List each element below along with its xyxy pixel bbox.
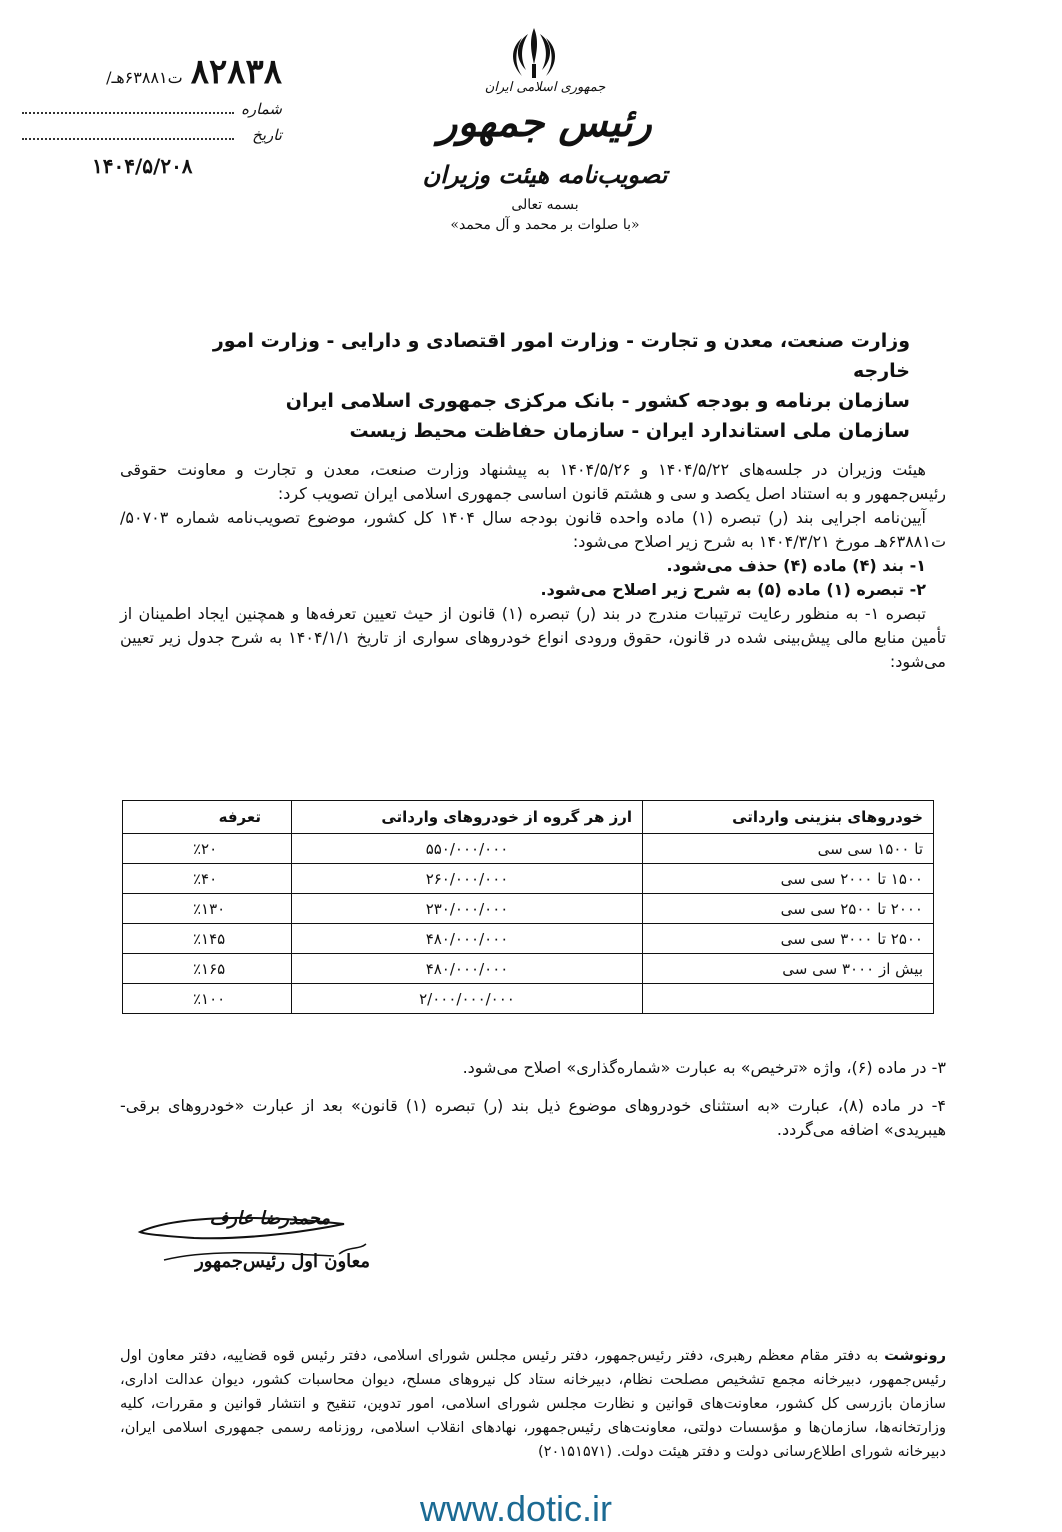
tariff-cell: ٪۱۰۰ [123, 984, 292, 1014]
salawat: «با صلوات بر محمد و آل محمد» [450, 217, 640, 233]
signatory-name: محمدرضا عارف [209, 1208, 330, 1229]
currency-cell: ۲/۰۰۰/۰۰۰/۰۰۰ [292, 984, 643, 1014]
engine-class-cell: ۲۰۰۰ تا ۲۵۰۰ سی سی [643, 894, 934, 924]
copies-list [120, 1344, 946, 1464]
iran-emblem-icon [506, 24, 562, 84]
date-dots [22, 126, 234, 140]
copies-lead: رونوشت [884, 1347, 946, 1364]
addressee-line: وزارت صنعت، معدن و تجارت - وزارت امور اقتصادی و دارایی - وزارت امور خارجه [212, 330, 910, 382]
decree-body [120, 458, 946, 674]
note-1: تبصره ۱- به منظور رعایت ترتیبات مندرج در بند (ر) تبصره (۱) قانون از حیث تعیین تعرفه‌ها و همچنین ایجاد اطمینان از تأمین منابع مالی پیش‌بینی شده در قانون، حقوق ورودی انواع خودروهای سواری از تاریخ ۱۴۰۴/۱/۱ به شرح جدول زیر تعیین می‌شود: [120, 604, 946, 671]
document-meta [22, 52, 282, 178]
document-ref: ت۶۳۸۸۱هـ/ [106, 68, 183, 87]
engine-class-cell [643, 984, 934, 1014]
number-dots [22, 100, 234, 114]
tariff-cell: ٪۱۳۰ [123, 894, 292, 924]
table-row [123, 924, 934, 954]
watermark-url[interactable]: www.dotic.ir [420, 1488, 613, 1529]
tariff-cell: ٪۱۴۵ [123, 924, 292, 954]
column-header: تعرفه [123, 801, 292, 834]
document-date: ۱۴۰۴/۵/۲۰۸ [92, 154, 193, 178]
letterhead [380, 80, 710, 233]
body-paragraph: هیئت وزیران در جلسه‌های ۱۴۰۴/۵/۲۲ و ۱۴۰۴/۵/۲۶ به پیشنهاد وزارت صنعت، معدن و تجارت و معاونت حقوقی رئیس‌جمهور و به استناد اصل یکصد و سی و هشتم قانون اساسی جمهوری اسلامی ایران تصویب کرد: [120, 460, 946, 503]
date-label: تاریخ [252, 126, 282, 144]
addressees [150, 326, 910, 446]
currency-cell: ۲۶۰/۰۰۰/۰۰۰ [292, 864, 643, 894]
table-row [123, 954, 934, 984]
addressee-line: سازمان برنامه و بودجه کشور - بانک مرکزی جمهوری اسلامی ایران [285, 390, 910, 412]
decree-type: تصویب‌نامه هیئت وزیران [422, 160, 668, 189]
table-row [123, 834, 934, 864]
signature-block [130, 1208, 370, 1272]
table-header-row [123, 801, 934, 834]
currency-cell: ۴۸۰/۰۰۰/۰۰۰ [292, 924, 643, 954]
tariff-cell: ٪۱۶۵ [123, 954, 292, 984]
signatory-title: معاون اول رئیس‌جمهور [195, 1251, 370, 1272]
item-1: ۱- بند (۴) ماده (۴) حذف می‌شود. [666, 556, 926, 575]
item-4: ۴- در ماده (۸)، عبارت «به استثنای خودروهای موضوع ذیل بند (ر) تبصره (۱) قانون» بعد از عبارت «خودروهای برقی-هیبریدی» اضافه می‌گردد. [120, 1096, 947, 1139]
engine-class-cell: ۲۵۰۰ تا ۳۰۰۰ سی سی [643, 924, 934, 954]
copies-text: به دفتر مقام معظم رهبری، دفتر رئیس‌جمهور، دفتر رئیس مجلس شورای اسلامی، دفتر رئیس قوه قضاییه، دفتر معاون اول رئیس‌جمهور، دبیرخانه مجمع تشخیص مصلحت نظام، دبیرخانه ستاد کل نیروهای مسلح، دیوان محاسبات کشور، دیوان عدالت اداری، سازمان بازرسی کل کشور، معاونت‌های قوانین و نظارت مجلس شورای اسلامی، امور تدوین، تنقیح و انتشار قوانین و مقررات، کلیه وزارتخانه‌ها، سازمان‌ها و مؤسسات دولتی، معاونت‌های رئیس‌جمهور، نهادهای انقلاب اسلامی، روزنامه رسمی جمهوری اسلامی ایران، دبیرخانه شورای اطلاع‌رسانی دولت و دفتر هیئت دولت. (۲۰۱۵۱۵۷۱) [120, 1347, 946, 1460]
engine-class-cell: بیش از ۳۰۰۰ سی سی [643, 954, 934, 984]
tariff-table [122, 800, 934, 1014]
engine-class-cell: ۱۵۰۰ تا ۲۰۰۰ سی سی [643, 864, 934, 894]
column-header: خودروهای بنزینی وارداتی [643, 801, 934, 834]
republic-label: جمهوری اسلامی ایران [484, 80, 606, 95]
currency-cell: ۵۵۰/۰۰۰/۰۰۰ [292, 834, 643, 864]
president-title: رئیس جمهور [438, 99, 652, 146]
currency-cell: ۲۳۰/۰۰۰/۰۰۰ [292, 894, 643, 924]
invocation: بسمه تعالی [511, 197, 579, 213]
document-number: ۸۲۸۳۸ [190, 52, 282, 92]
number-label: شماره [241, 100, 282, 118]
engine-class-cell: تا ۱۵۰۰ سی سی [643, 834, 934, 864]
table-row [123, 864, 934, 894]
table-row [123, 894, 934, 924]
addressee-line: سازمان ملی استاندارد ایران - سازمان حفاظت محیط زیست [349, 420, 910, 442]
currency-cell: ۴۸۰/۰۰۰/۰۰۰ [292, 954, 643, 984]
table-row [123, 984, 934, 1014]
tariff-cell: ٪۴۰ [123, 864, 292, 894]
body-paragraph: آیین‌نامه اجرایی بند (ر) تبصره (۱) ماده واحده قانون بودجه سال ۱۴۰۴ کل کشور، موضوع تصویب‌نامه شماره ۵۰۷۰۳/ت۶۳۸۸۱هـ مورخ ۱۴۰۴/۳/۲۱ به شرح زیر اصلاح می‌شود: [120, 508, 946, 551]
item-2: ۲- تبصره (۱) ماده (۵) به شرح زیر اصلاح می‌شود. [540, 580, 926, 599]
amendments [120, 1056, 946, 1156]
item-3: ۳- در ماده (۶)، واژه «ترخیص» به عبارت «شماره‌گذاری» اصلاح می‌شود. [462, 1058, 946, 1077]
column-header: ارز هر گروه از خودروهای وارداتی [292, 801, 643, 834]
tariff-cell: ٪۲۰ [123, 834, 292, 864]
